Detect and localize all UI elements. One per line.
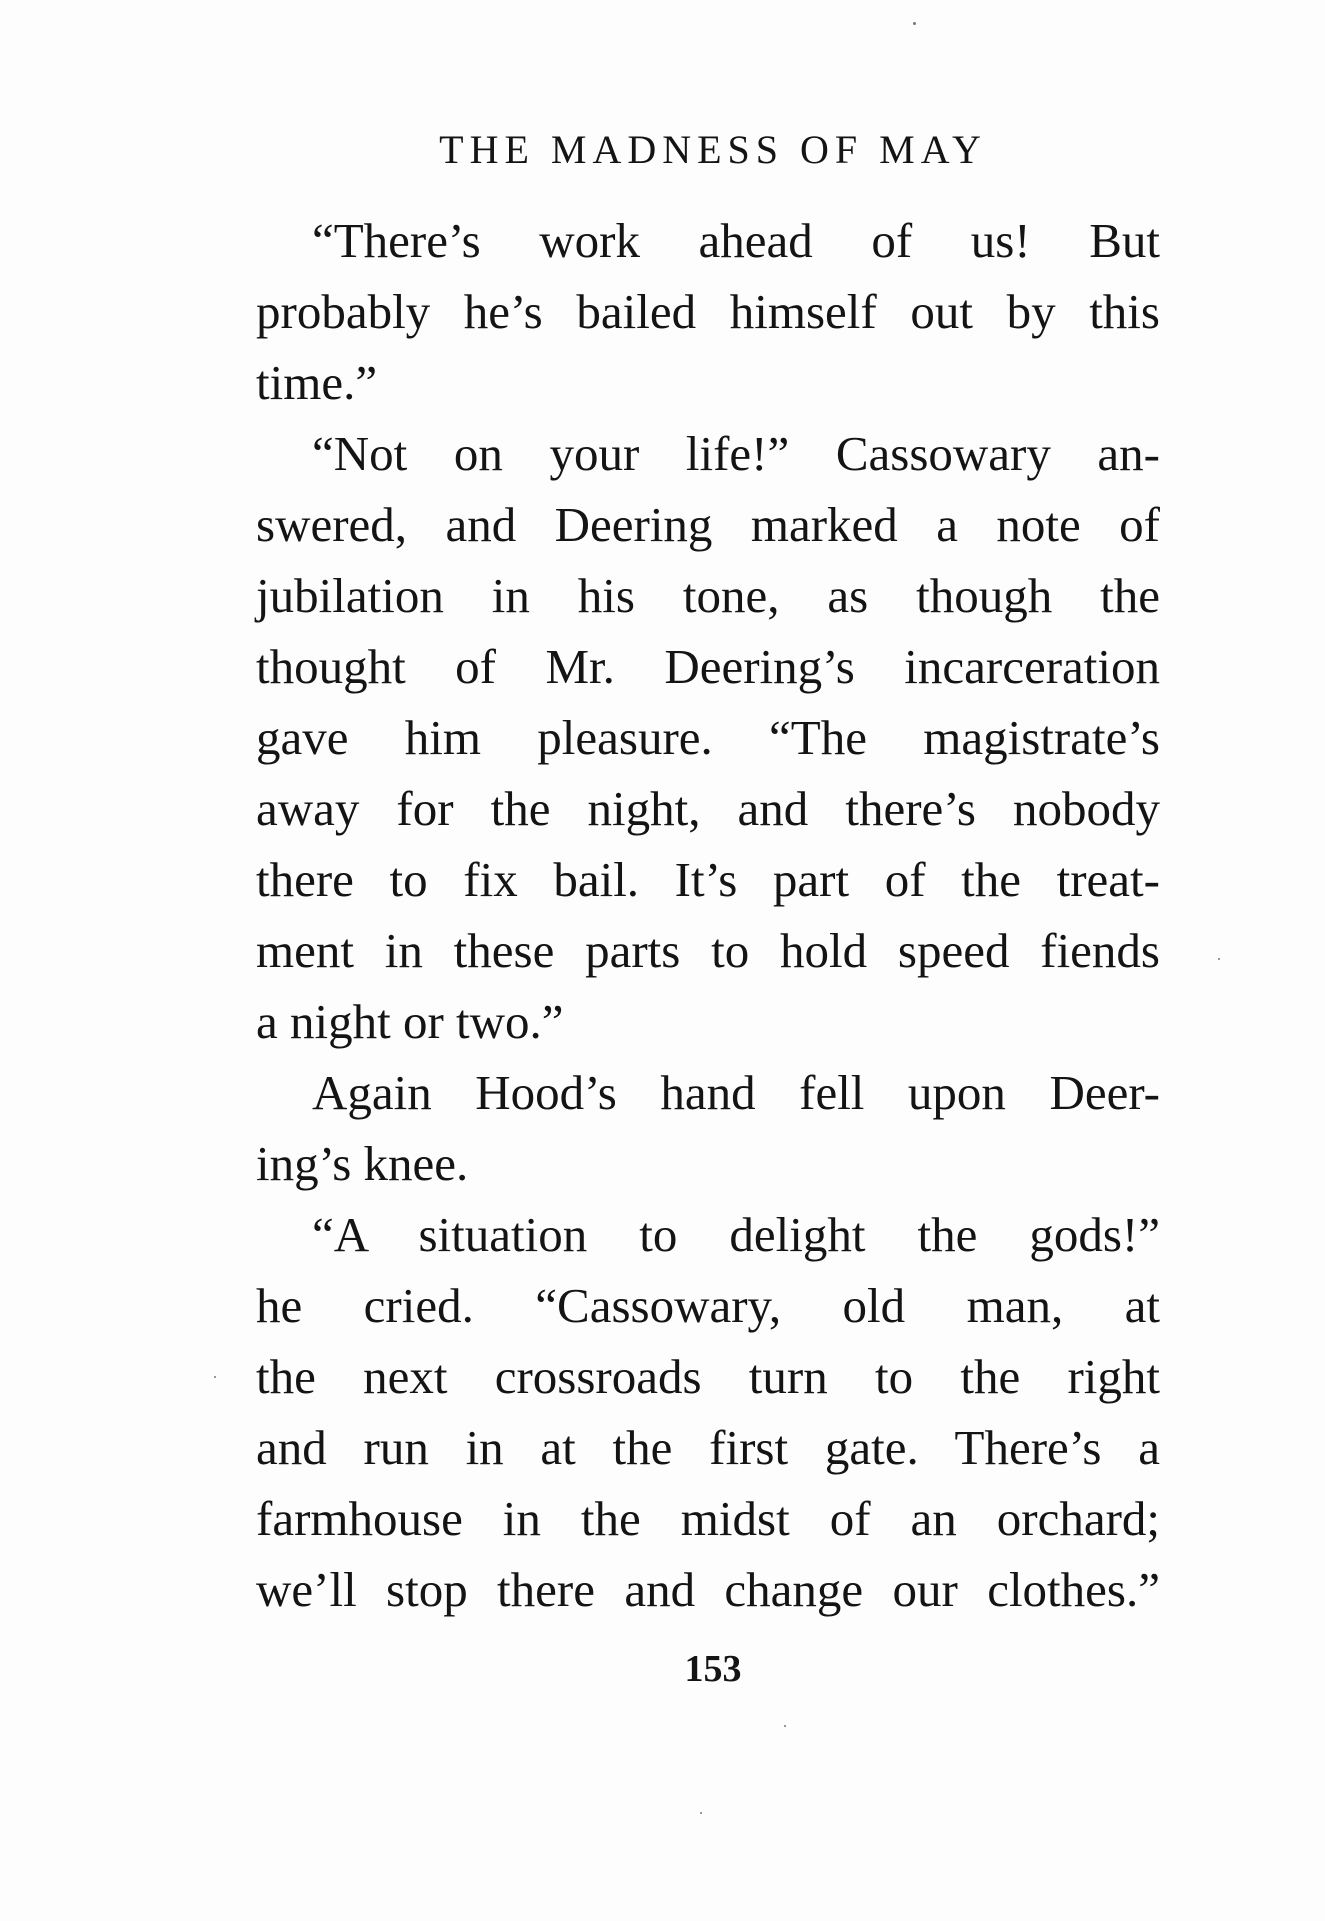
text-line: time.” bbox=[256, 355, 378, 410]
paper-speck bbox=[700, 1812, 702, 1814]
paper-speck bbox=[913, 22, 916, 25]
text-line: ment in these parts to hold speed fiends bbox=[256, 923, 1160, 978]
paragraph-1 bbox=[256, 205, 1160, 418]
text-line: swered, and Deering marked a note of bbox=[256, 497, 1160, 552]
text-line: thought of Mr. Deering’s incarceration bbox=[256, 639, 1160, 694]
paper-speck bbox=[214, 1376, 216, 1378]
text-line: gave him pleasure. “The magistrate’s bbox=[256, 710, 1160, 765]
text-line: and run in at the first gate. There’s a bbox=[256, 1420, 1160, 1475]
text-line: “Not on your life!” Cassowary an- bbox=[312, 426, 1160, 481]
text-line: away for the night, and there’s nobody bbox=[256, 781, 1160, 836]
paragraph-2 bbox=[256, 418, 1160, 1057]
paper-speck bbox=[1218, 958, 1220, 960]
paragraph-4 bbox=[256, 1199, 1160, 1625]
text-line: we’ll stop there and change our clothes.” bbox=[256, 1562, 1160, 1617]
text-line: there to fix bail. It’s part of the treat- bbox=[256, 852, 1160, 907]
paragraph-3 bbox=[256, 1057, 1160, 1199]
text-line: the next crossroads turn to the right bbox=[256, 1349, 1160, 1404]
text-line: he cried. “Cassowary, old man, at bbox=[256, 1278, 1160, 1333]
text-line: farmhouse in the midst of an orchard; bbox=[256, 1491, 1160, 1546]
running-head: THE MADNESS OF MAY bbox=[439, 127, 987, 172]
text-line: Again Hood’s hand fell upon Deer- bbox=[312, 1065, 1160, 1120]
paper-speck bbox=[784, 1725, 786, 1727]
text-line: a night or two.” bbox=[256, 994, 564, 1049]
text-line: “There’s work ahead of us! But bbox=[312, 213, 1160, 268]
text-line: “A situation to delight the gods!” bbox=[312, 1207, 1160, 1262]
text-line: probably he’s bailed himself out by this bbox=[256, 284, 1160, 339]
text-line: jubilation in his tone, as though the bbox=[256, 568, 1160, 623]
page-number: 153 bbox=[684, 1648, 742, 1690]
text-line: ing’s knee. bbox=[256, 1136, 469, 1191]
body-text bbox=[256, 205, 1160, 1625]
